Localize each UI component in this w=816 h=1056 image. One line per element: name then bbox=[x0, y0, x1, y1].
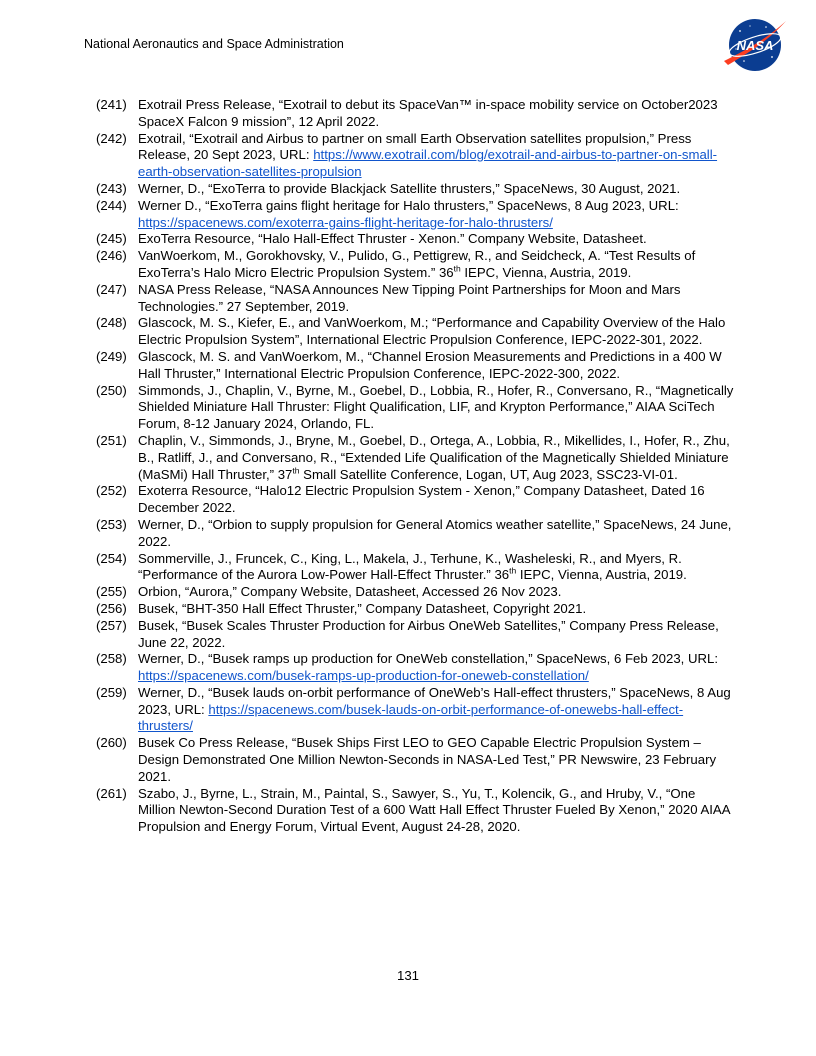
reference-number: (244) bbox=[96, 197, 127, 213]
reference-item bbox=[96, 584, 736, 601]
page-number: 131 bbox=[396, 968, 419, 983]
reference-text-segment: Small Satellite Conference, Logan, UT, Aug 2023, SSC23-VI-01. bbox=[299, 466, 678, 482]
ordinal-superscript: th bbox=[292, 465, 300, 476]
reference-number: (242) bbox=[96, 130, 127, 146]
reference-text-segment: Werner, D., “ExoTerra to provide Blackjack Satellite thrusters,” SpaceNews, 30 August, 2021. bbox=[138, 180, 681, 196]
reference-item bbox=[96, 433, 736, 483]
reference-number: (252) bbox=[96, 483, 127, 499]
reference-text-segment: Busek Co Press Release, “Busek Ships First LEO to GEO Capable Electric Propulsion System – Design Demonstrated One Million Newton-Seconds in NASA-Led Test,” PR Newswire, 23 February 2021. bbox=[138, 735, 717, 784]
nasa-logo-text: NASA bbox=[736, 38, 774, 53]
reference-text-segment: Glascock, M. S. and VanWoerkom, M., “Channel Erosion Measurements and Predictions in a 400 W Hall Thruster,” International Electric Propulsion Conference, IEPC-2022-300, 2022. bbox=[138, 348, 722, 381]
reference-number: (261) bbox=[96, 785, 127, 801]
reference-text-segment: IEPC, Vienna, Austria, 2019. bbox=[516, 567, 687, 583]
reference-text-segment: Werner D., “ExoTerra gains flight heritage for Halo thrusters,” SpaceNews, 8 Aug 2023, URL: bbox=[138, 197, 679, 213]
reference-text-segment: Chaplin, V., Simmonds, J., Bryne, M., Goebel, D., Ortega, A., Lobbia, R., Mikellides, I., Hofer, R., Zhu, B., Ratliff, J., and Conversano, R., “Extended Life Qualification of the Magnetically Shielded Miniature (MaSMi) Hall Thruster,” 37 bbox=[138, 432, 730, 482]
reference-text bbox=[138, 181, 736, 198]
reference-item bbox=[96, 618, 736, 652]
reference-text-segment: VanWoerkom, M., Gorokhovsky, V., Pulido, G., Pettigrew, R., and Seidcheck, A. “Test Results of ExoTerra’s Halo Micro Electric Propulsion System.” 36 bbox=[138, 248, 696, 280]
reference-text bbox=[138, 231, 736, 248]
reference-text bbox=[138, 383, 736, 433]
ordinal-superscript: th bbox=[453, 263, 461, 274]
reference-item bbox=[96, 131, 736, 181]
reference-number: (241) bbox=[96, 97, 127, 112]
reference-url-link[interactable]: https://spacenews.com/exoterra-gains-flight-heritage-for-halo-thrusters/ bbox=[138, 214, 553, 230]
reference-text-segment: Orbion, “Aurora,” Company Website, Datasheet, Accessed 26 Nov 2023. bbox=[138, 584, 562, 600]
reference-text bbox=[138, 517, 736, 551]
reference-item bbox=[96, 282, 736, 316]
reference-text-segment: Exotrail, “Exotrail and Airbus to partner on small Earth Observation satellites propulsion,” Press Release, 20 Sept 2023, URL: bbox=[138, 130, 692, 163]
reference-item bbox=[96, 248, 736, 282]
reference-text-segment: Exoterra Resource, “Halo12 Electric Propulsion System - Xenon,” Company Datasheet, Dated 16 December 2022. bbox=[138, 483, 705, 516]
reference-text-segment: Szabo, J., Byrne, L., Strain, M., Paintal, S., Sawyer, S., Yu, T., Kolencik, G., and Hruby, V., “One Million Newton-Second Duration Test of a 600 Watt Hall Effect Thruster Fueled By Xenon,” 2020 AIAA Propulsion and Energy Forum, Virtual Event, August 24-28, 2020. bbox=[138, 785, 730, 835]
ordinal-superscript: th bbox=[509, 565, 517, 576]
reference-text bbox=[138, 248, 736, 282]
reference-item bbox=[96, 786, 736, 836]
reference-item bbox=[96, 181, 736, 198]
header-org-name: National Aeronautics and Space Administration bbox=[84, 37, 344, 51]
reference-text bbox=[138, 349, 736, 383]
reference-text bbox=[138, 97, 736, 131]
reference-item bbox=[96, 231, 736, 248]
reference-number: (259) bbox=[96, 684, 127, 700]
reference-text-segment: Simmonds, J., Chaplin, V., Byrne, M., Goebel, D., Lobbia, R., Hofer, R., Conversano, R., “Magnetically Shielded Miniature Hall Thruster: Flight Qualification, LIF, and Krypton Performance,” AIAA SciTech Forum, 8-12 January 2024, Orlando, FL. bbox=[138, 382, 734, 432]
reference-number: (258) bbox=[96, 651, 127, 667]
reference-item bbox=[96, 735, 736, 785]
reference-number: (251) bbox=[96, 432, 127, 448]
reference-text bbox=[138, 282, 736, 316]
reference-item bbox=[96, 383, 736, 433]
reference-text bbox=[138, 433, 736, 483]
reference-text-segment: IEPC, Vienna, Austria, 2019. bbox=[460, 264, 632, 280]
reference-number: (249) bbox=[96, 348, 127, 364]
reference-text bbox=[138, 651, 736, 685]
reference-text bbox=[138, 131, 736, 181]
reference-text-segment: Werner, D., “Busek lauds on-orbit performance of OneWeb’s Hall-effect thrusters,” SpaceNews, 8 Aug 2023, URL: bbox=[138, 684, 731, 717]
reference-number: (260) bbox=[96, 735, 127, 751]
reference-number: (246) bbox=[96, 248, 127, 264]
reference-text-segment: Werner, D., “Busek ramps up production for OneWeb constellation,” SpaceNews, 6 Feb 2023, URL: bbox=[138, 651, 719, 667]
reference-item bbox=[96, 198, 736, 232]
reference-item bbox=[96, 97, 736, 131]
reference-text bbox=[138, 786, 736, 836]
reference-number: (256) bbox=[96, 600, 127, 616]
reference-list bbox=[96, 97, 736, 836]
reference-text bbox=[138, 315, 736, 349]
reference-number: (248) bbox=[96, 315, 127, 331]
reference-number: (255) bbox=[96, 584, 127, 600]
reference-item bbox=[96, 349, 736, 383]
reference-text bbox=[138, 584, 736, 601]
reference-text bbox=[138, 198, 736, 232]
reference-url-link[interactable]: https://spacenews.com/busek-lauds-on-orbit-performance-of-onewebs-hall-effect-thrusters/ bbox=[138, 701, 684, 734]
reference-number: (257) bbox=[96, 617, 127, 633]
reference-url-link[interactable]: https://spacenews.com/busek-ramps-up-production-for-oneweb-constellation/ bbox=[138, 668, 589, 684]
reference-number: (245) bbox=[96, 231, 127, 247]
reference-item bbox=[96, 651, 736, 685]
reference-text-segment: NASA Press Release, “NASA Announces New Tipping Point Partnerships for Moon and Mars Technologies.” 27 September, 2019. bbox=[138, 281, 681, 314]
reference-item bbox=[96, 315, 736, 349]
reference-text bbox=[138, 618, 736, 652]
reference-number: (254) bbox=[96, 550, 127, 566]
reference-text-segment: ExoTerra Resource, “Halo Hall-Effect Thruster - Xenon.” Company Website, Datasheet. bbox=[138, 231, 647, 247]
reference-text bbox=[138, 483, 736, 517]
reference-text bbox=[138, 601, 736, 618]
reference-item bbox=[96, 685, 736, 735]
reference-number: (250) bbox=[96, 382, 127, 398]
reference-text-segment: Sommerville, J., Fruncek, C., King, L., Makela, J., Terhune, K., Washeleski, R., and Myers, R. “Performance of the Aurora Low-Power Hall-Effect Thruster.” 36 bbox=[138, 550, 682, 583]
reference-text bbox=[138, 685, 736, 735]
reference-text-segment: Werner, D., “Orbion to supply propulsion for General Atomics weather satellite,” SpaceNews, 24 June, 2022. bbox=[138, 516, 732, 549]
reference-item bbox=[96, 517, 736, 551]
reference-item bbox=[96, 483, 736, 517]
reference-number: (253) bbox=[96, 516, 127, 532]
reference-text bbox=[138, 735, 736, 785]
reference-url-link[interactable]: https://www.exotrail.com/blog/exotrail-and-airbus-to-partner-on-small-earth-observation-satellites-propulsion bbox=[138, 147, 718, 180]
reference-text-segment: Busek, “Busek Scales Thruster Production for Airbus OneWeb Satellites,” Company Press Release, June 22, 2022. bbox=[138, 617, 719, 650]
reference-text-segment: Glascock, M. S., Kiefer, E., and VanWoerkom, M.; “Performance and Capability Overview of the Halo Electric Propulsion System”, International Electric Propulsion Conference, IEPC-2022-301, 2022. bbox=[138, 315, 726, 348]
reference-text-segment: Busek, “BHT-350 Hall Effect Thruster,” Company Datasheet, Copyright 2021. bbox=[138, 600, 587, 616]
nasa-logo bbox=[722, 17, 788, 73]
reference-number: (243) bbox=[96, 180, 127, 196]
reference-text-segment: Exotrail Press Release, “Exotrail to debut its SpaceVan™ in-space mobility service on October2023 SpaceX Falcon 9 mission”, 12 April 2022. bbox=[138, 97, 718, 129]
reference-text bbox=[138, 551, 736, 585]
reference-item bbox=[96, 551, 736, 585]
reference-number: (247) bbox=[96, 281, 127, 297]
reference-item bbox=[96, 601, 736, 618]
